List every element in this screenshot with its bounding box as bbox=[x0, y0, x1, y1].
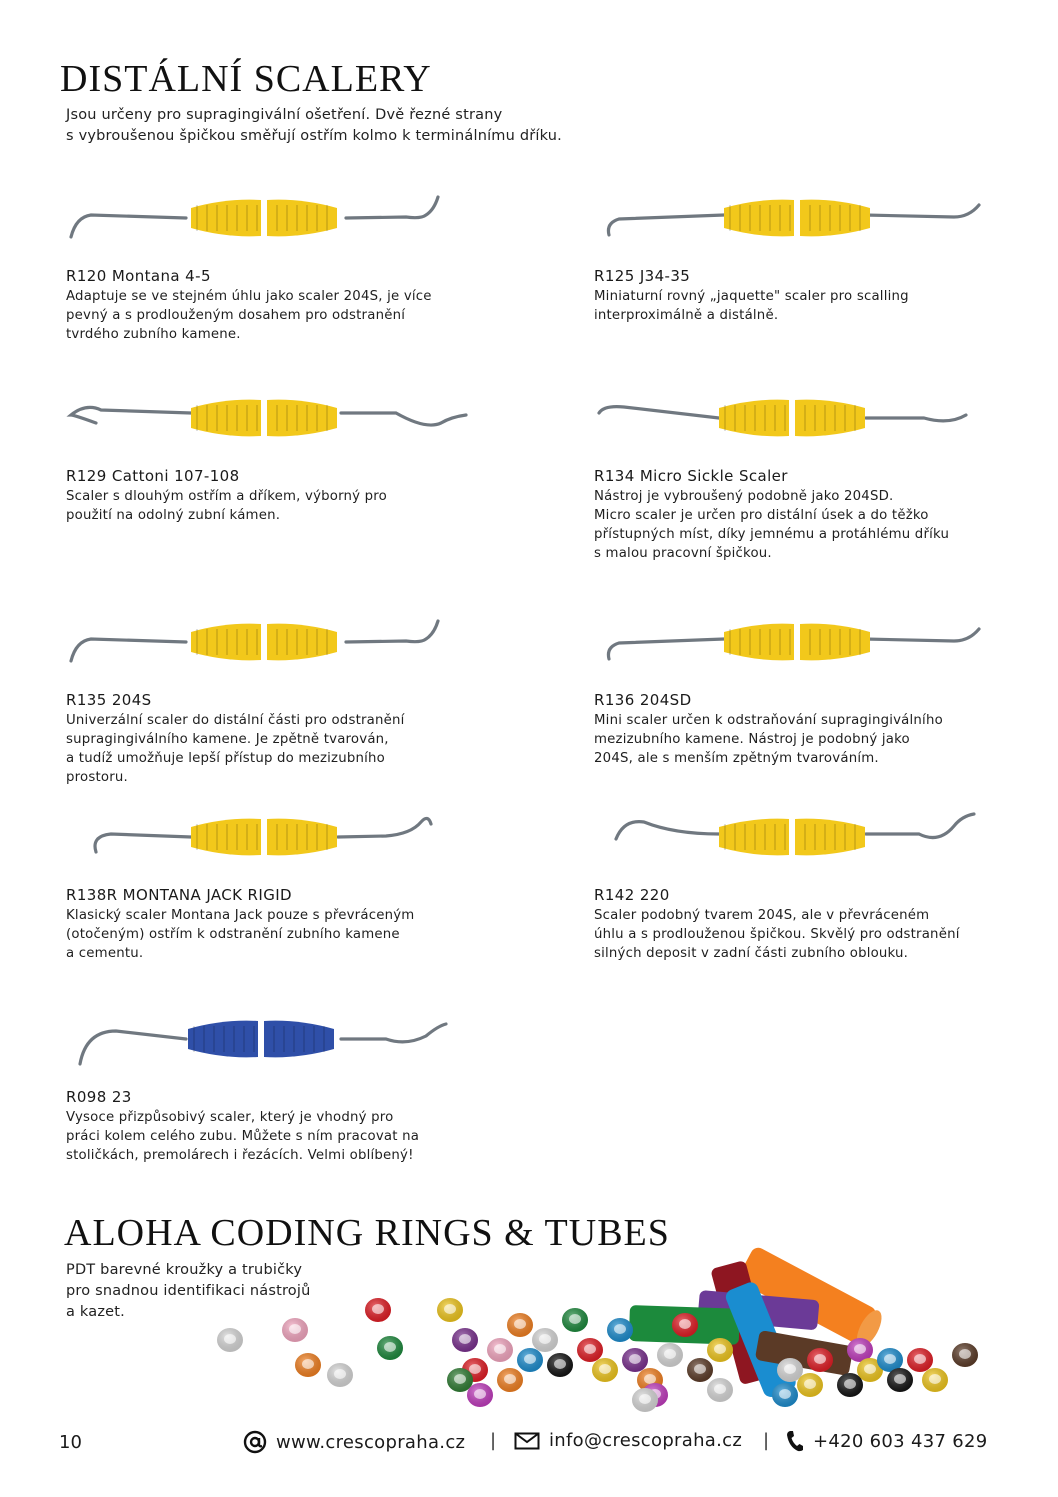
desc-line: Klasický scaler Montana Jack pouze s převráceným bbox=[66, 908, 415, 923]
intro-line: s vybroušenou špičkou směřují ostřím kolmo k terminálnímu dříku. bbox=[66, 128, 562, 144]
product-r129 bbox=[66, 385, 476, 525]
coding-ring bbox=[467, 1383, 493, 1407]
footer bbox=[0, 1428, 1058, 1458]
desc-line: Univerzální scaler do distální části pro odstranění bbox=[66, 713, 405, 728]
at-icon bbox=[243, 1430, 267, 1454]
envelope-icon bbox=[514, 1432, 540, 1450]
product-code: R136 204SD bbox=[594, 691, 692, 709]
desc-line: Nástroj je vybroušený podobně jako 204SD. bbox=[594, 489, 894, 504]
instrument-tip-right bbox=[341, 413, 466, 425]
phone-link[interactable]: +420 603 437 629 bbox=[813, 1430, 988, 1452]
product-image bbox=[594, 385, 1004, 465]
instrument-tip-left bbox=[95, 834, 191, 852]
coding-ring bbox=[517, 1348, 543, 1372]
product-description bbox=[66, 287, 476, 344]
desc-line: silných deposit v zadní části zubního oblouku. bbox=[594, 946, 909, 961]
coding-ring bbox=[777, 1358, 803, 1382]
coding-ring bbox=[907, 1348, 933, 1372]
coding-ring bbox=[547, 1353, 573, 1377]
product-r125 bbox=[594, 185, 1004, 325]
footer-separator: | bbox=[763, 1430, 770, 1451]
product-code: R138R MONTANA JACK RIGID bbox=[66, 886, 293, 904]
instrument-tip-right bbox=[864, 205, 979, 217]
product-r135 bbox=[66, 609, 476, 787]
desc-line: úhlu a s prodlouženou špičkou. Skvělý pro odstranění bbox=[594, 927, 960, 942]
coding-ring bbox=[592, 1358, 618, 1382]
coding-ring bbox=[797, 1373, 823, 1397]
desc-line: a cementu. bbox=[66, 946, 144, 961]
desc-line: Mini scaler určen k odstraňování supragingiválního bbox=[594, 713, 943, 728]
coding-ring bbox=[327, 1363, 353, 1387]
desc-line: s malou pracovní špičkou. bbox=[594, 546, 772, 561]
coding-ring bbox=[532, 1328, 558, 1352]
coding-ring bbox=[437, 1298, 463, 1322]
instrument-tip-right bbox=[866, 814, 974, 838]
product-image bbox=[594, 609, 1004, 689]
coding-ring bbox=[887, 1368, 913, 1392]
instrument-tip-left bbox=[608, 215, 724, 235]
coding-ring bbox=[497, 1368, 523, 1392]
email-link[interactable]: info@crescopraha.cz bbox=[549, 1430, 743, 1451]
coding-ring bbox=[217, 1328, 243, 1352]
page-number: 10 bbox=[59, 1432, 82, 1453]
coding-ring bbox=[687, 1358, 713, 1382]
footer-web[interactable] bbox=[243, 1430, 465, 1454]
instrument-tip-right bbox=[341, 1024, 446, 1042]
product-description bbox=[594, 711, 1004, 768]
coding-ring bbox=[487, 1338, 513, 1362]
desc-line: Adaptuje se ve stejném úhlu jako scaler 204S, je více bbox=[66, 289, 432, 304]
coding-ring bbox=[452, 1328, 478, 1352]
desc-line: 204S, ale s menším zpětným tvarováním. bbox=[594, 751, 879, 766]
product-image bbox=[66, 385, 476, 465]
desc-line: a tudíž umožňuje lepší přístup do mezizubního bbox=[66, 751, 385, 766]
product-image bbox=[594, 185, 1004, 265]
desc-line: mezizubního kamene. Nástroj je podobný jako bbox=[594, 732, 910, 747]
product-image bbox=[66, 1006, 476, 1086]
section-title-distalni-scalery: DISTÁLNÍ SCALERY bbox=[60, 58, 432, 100]
instrument-tip-right bbox=[338, 818, 431, 837]
intro-line: Jsou určeny pro supragingivální ošetření. Dvě řezné strany bbox=[66, 107, 503, 123]
desc-line: Scaler podobný tvarem 204S, ale v převráceném bbox=[594, 908, 930, 923]
coding-ring bbox=[772, 1383, 798, 1407]
coding-ring bbox=[807, 1348, 833, 1372]
desc-line: Miniaturní rovný „jaquette" scaler pro scalling bbox=[594, 289, 909, 304]
instrument-tip-right bbox=[346, 621, 438, 642]
product-description bbox=[66, 711, 476, 787]
desc-line: Micro scaler je určen pro distální úsek a do těžko bbox=[594, 508, 929, 523]
desc-line: supragingiválního kamene. Je zpětně tvarován, bbox=[66, 732, 389, 747]
instrument-tip-left bbox=[608, 639, 724, 659]
instrument-tip-left bbox=[71, 215, 186, 237]
web-link[interactable]: www.crescopraha.cz bbox=[276, 1431, 466, 1453]
product-code: R135 204S bbox=[66, 691, 152, 709]
coding-ring bbox=[622, 1348, 648, 1372]
desc-line: Vysoce přizpůsobivý scaler, který je vhodný pro bbox=[66, 1110, 394, 1125]
desc-line: práci kolem celého zubu. Můžete s ním pracovat na bbox=[66, 1129, 420, 1144]
desc-line: Scaler s dlouhým ostřím a dříkem, výborný pro bbox=[66, 489, 388, 504]
footer-separator: | bbox=[490, 1430, 497, 1451]
product-r120 bbox=[66, 185, 476, 344]
intro-line: pro snadnou identifikaci nástrojů bbox=[66, 1283, 311, 1299]
instrument-tip-left bbox=[71, 407, 191, 423]
coding-ring bbox=[657, 1343, 683, 1367]
coding-ring bbox=[672, 1313, 698, 1337]
coding-ring bbox=[707, 1378, 733, 1402]
coding-ring bbox=[707, 1338, 733, 1362]
desc-line: prostoru. bbox=[66, 770, 128, 785]
product-code: R120 Montana 4-5 bbox=[66, 267, 211, 285]
product-code: R098 23 bbox=[66, 1088, 132, 1106]
desc-line: tvrdého zubního kamene. bbox=[66, 327, 241, 342]
intro-line: a kazet. bbox=[66, 1304, 125, 1320]
product-description bbox=[594, 906, 1004, 963]
product-r138r bbox=[66, 804, 476, 963]
product-r098 bbox=[66, 1006, 476, 1165]
coding-ring bbox=[507, 1313, 533, 1337]
product-description bbox=[66, 906, 476, 963]
instrument-tip-left bbox=[80, 1031, 186, 1064]
instrument-tip-right bbox=[866, 415, 966, 421]
coding-ring bbox=[282, 1318, 308, 1342]
instrument-tip-right bbox=[346, 197, 438, 218]
product-description bbox=[594, 287, 1004, 325]
instrument-tip-left bbox=[616, 822, 719, 839]
product-r134 bbox=[594, 385, 1004, 563]
coding-ring bbox=[632, 1388, 658, 1412]
product-code: R134 Micro Sickle Scaler bbox=[594, 467, 788, 485]
coding-ring bbox=[837, 1373, 863, 1397]
product-r142 bbox=[594, 804, 1004, 963]
intro-line: PDT barevné kroužky a trubičky bbox=[66, 1262, 303, 1278]
section-title-aloha: ALOHA CODING RINGS & TUBES bbox=[64, 1212, 670, 1254]
coding-ring bbox=[952, 1343, 978, 1367]
instrument-tip-left bbox=[599, 407, 719, 418]
product-image bbox=[66, 804, 476, 884]
desc-line: (otočeným) ostřím k odstranění zubního kamene bbox=[66, 927, 400, 942]
coding-ring bbox=[377, 1336, 403, 1360]
section-intro bbox=[66, 105, 562, 147]
product-code: R125 J34-35 bbox=[594, 267, 691, 285]
product-r136 bbox=[594, 609, 1004, 768]
product-code: R129 Cattoni 107-108 bbox=[66, 467, 240, 485]
coding-ring bbox=[562, 1308, 588, 1332]
product-image bbox=[66, 185, 476, 265]
coding-ring bbox=[295, 1353, 321, 1377]
coding-ring bbox=[577, 1338, 603, 1362]
coding-ring bbox=[447, 1368, 473, 1392]
footer-phone[interactable] bbox=[786, 1430, 987, 1452]
product-image bbox=[66, 609, 476, 689]
product-description bbox=[66, 487, 476, 525]
product-image bbox=[594, 804, 1004, 884]
desc-line: interproximálně a distálně. bbox=[594, 308, 779, 323]
footer-email[interactable] bbox=[514, 1430, 742, 1451]
desc-line: stoličkách, premolárech i řezácích. Velmi oblíbený! bbox=[66, 1148, 414, 1163]
product-description bbox=[66, 1108, 476, 1165]
instrument-tip-left bbox=[71, 639, 186, 661]
coding-ring bbox=[607, 1318, 633, 1342]
product-code: R142 220 bbox=[594, 886, 670, 904]
coding-ring bbox=[922, 1368, 948, 1392]
desc-line: použití na odolný zubní kámen. bbox=[66, 508, 281, 523]
desc-line: přístupných míst, díky jemnému a protáhlému dříku bbox=[594, 527, 950, 542]
phone-icon bbox=[786, 1430, 804, 1452]
coding-rings-image bbox=[200, 1230, 1000, 1415]
coding-ring bbox=[365, 1298, 391, 1322]
product-description bbox=[594, 487, 1004, 563]
instrument-tip-right bbox=[864, 629, 979, 641]
desc-line: pevný a s prodlouženým dosahem pro odstranění bbox=[66, 308, 406, 323]
